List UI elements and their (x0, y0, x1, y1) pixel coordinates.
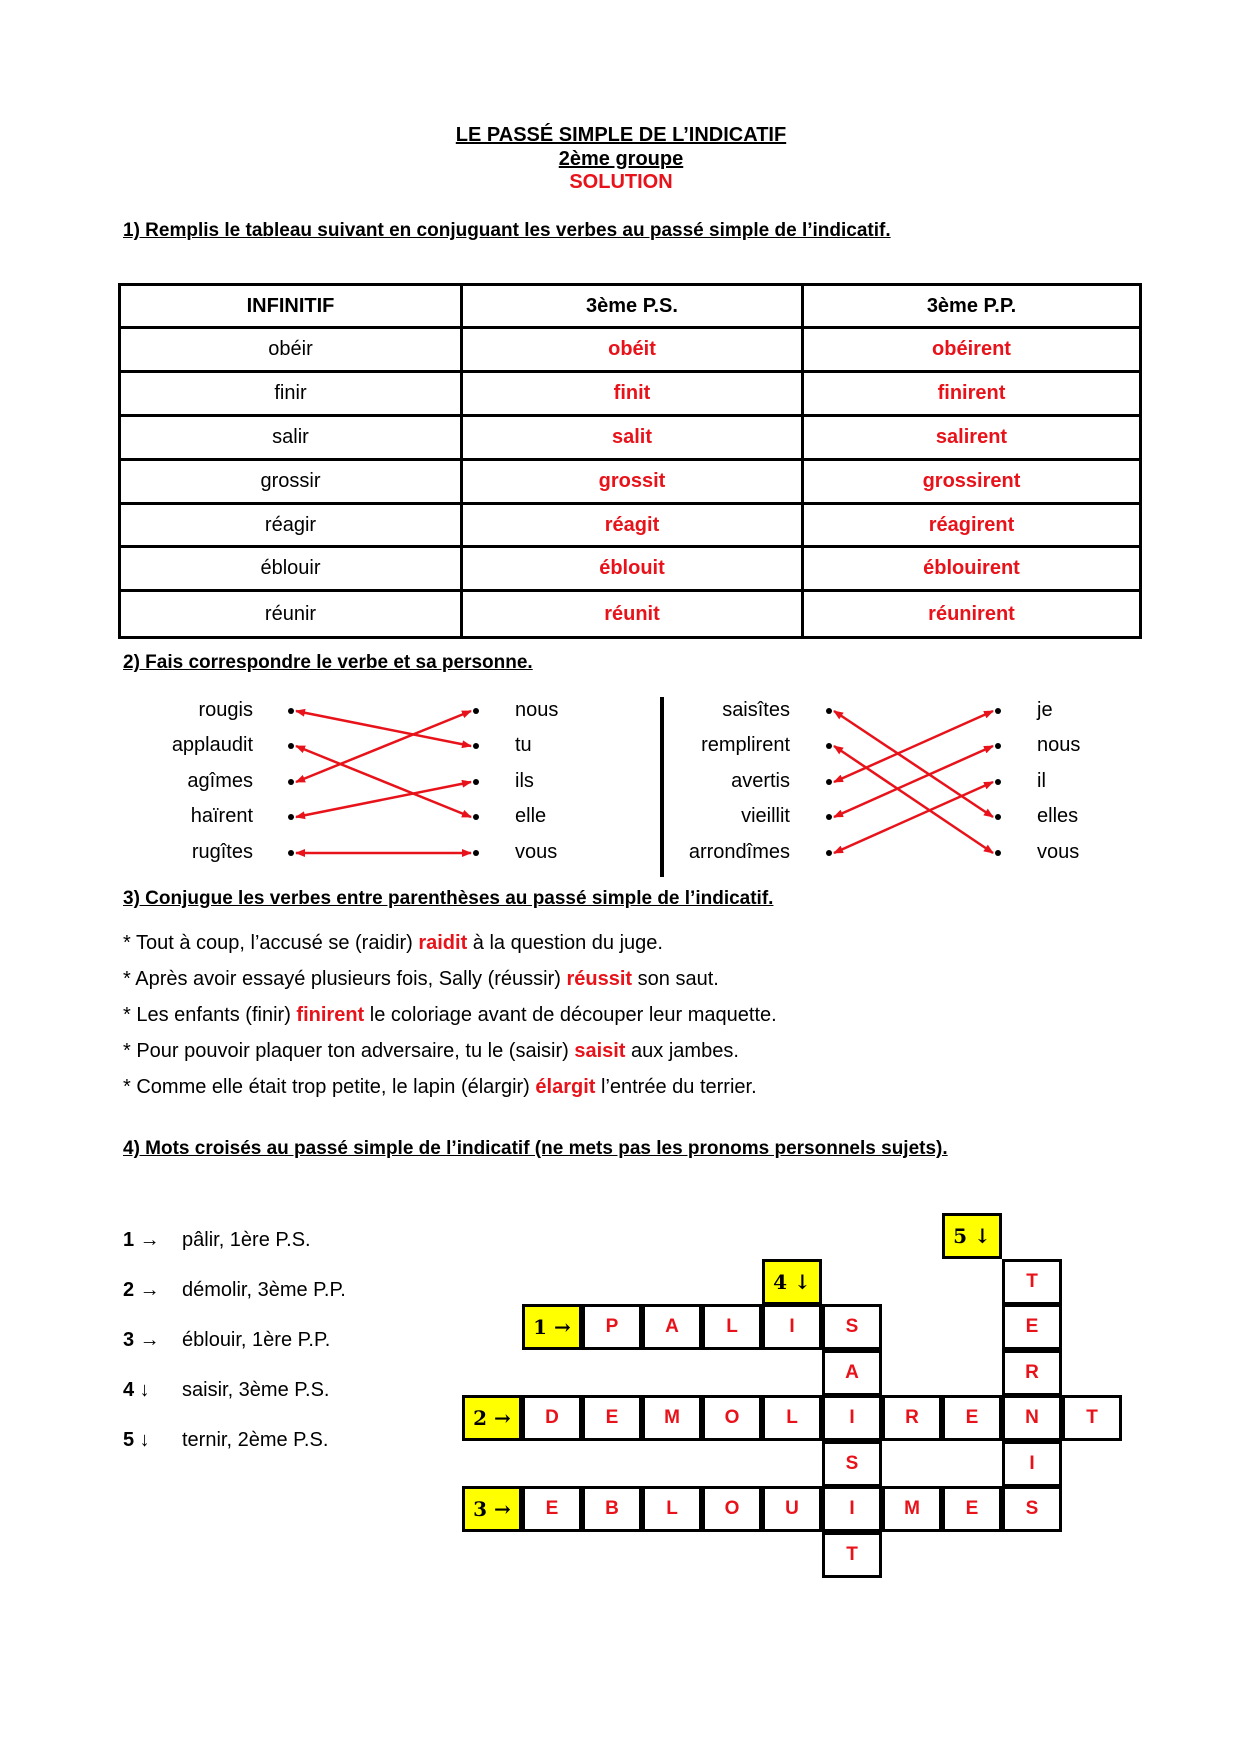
verb-label: vieillit (741, 805, 790, 827)
person-label: tu (515, 734, 532, 756)
verb-label: haïrent (190, 805, 253, 827)
answer-cell: grossirent (801, 461, 1139, 502)
clue-number-cell: 2 → (462, 1395, 522, 1441)
sentence-after: le coloriage avant de découper leur maquette. (364, 1004, 777, 1026)
infinitive-cell: réagir (264, 513, 317, 536)
clue-text: éblouir, 1ère P.P. (182, 1329, 331, 1351)
sentence-after: l’entrée du terrier. (595, 1076, 757, 1098)
sentence (123, 968, 719, 991)
match-arrow (834, 746, 993, 853)
letter-cell[interactable]: E (1002, 1304, 1062, 1350)
match-arrow (296, 782, 471, 817)
letter-cell[interactable]: P (582, 1304, 642, 1350)
letter-cell[interactable]: R (1002, 1350, 1062, 1396)
sentence-after: aux jambes. (625, 1040, 739, 1062)
verb-label: arrondîmes (688, 841, 790, 863)
clue-number-cell: 5 ↓ (942, 1213, 1002, 1259)
infinitive-cell: finir (274, 382, 307, 404)
exercise1-heading: 1) Remplis le tableau suivant en conjuguant les verbes au passé simple de l’indicatif. (123, 220, 891, 241)
letter-cell[interactable]: B (582, 1486, 642, 1532)
person-label: nous (515, 699, 559, 721)
letter-cell[interactable]: N (1002, 1395, 1062, 1441)
letter-cell[interactable]: M (882, 1486, 942, 1532)
clue-number: 1 → (123, 1229, 160, 1251)
letter-cell[interactable]: I (822, 1486, 882, 1532)
verb-label: saisîtes (722, 699, 790, 721)
letter-cell[interactable]: O (702, 1395, 762, 1441)
person-label: vous (1037, 841, 1080, 863)
column-header: 3ème P.S. (460, 286, 801, 326)
sentence (123, 1004, 777, 1027)
column-header: INFINITIF (246, 294, 335, 317)
letter-cell[interactable]: E (942, 1395, 1002, 1441)
match-arrow (296, 711, 471, 746)
verb-label: applaudit (171, 734, 253, 756)
answer-cell: obéit (460, 329, 801, 370)
infinitive-cell: éblouir (260, 557, 321, 579)
sentence-answer: raidit (418, 932, 468, 954)
person-label: il (1037, 770, 1046, 792)
match-arrow (834, 711, 993, 782)
letter-cell[interactable]: U (762, 1486, 822, 1532)
answer-cell: finirent (801, 373, 1139, 414)
sentence-answer: saisit (574, 1040, 626, 1062)
clue-number: 4 ↓ (123, 1379, 150, 1401)
person-label: je (1037, 699, 1053, 721)
sentence (123, 1040, 739, 1063)
page-title: LE PASSÉ SIMPLE DE L’INDICATIF (455, 124, 787, 146)
letter-cell[interactable]: E (522, 1486, 582, 1532)
answer-cell: salit (460, 417, 801, 458)
exercise4-heading: 4) Mots croisés au passé simple de l’indicatif (ne mets pas les pronoms personnels sujets). (123, 1138, 948, 1159)
page-subtitle: 2ème groupe (558, 148, 684, 170)
clue-number: 5 ↓ (123, 1429, 150, 1451)
letter-cell[interactable]: S (822, 1304, 882, 1350)
answer-cell: salirent (801, 417, 1139, 458)
clue-text: ternir, 2ème P.S. (182, 1429, 329, 1451)
sentence (123, 1076, 757, 1099)
answer-cell: éblouirent (801, 548, 1139, 589)
clue-number-cell: 3 → (462, 1486, 522, 1532)
sentence-after: à la question du juge. (467, 932, 663, 954)
infinitive-cell: salir (272, 426, 309, 448)
letter-cell[interactable]: I (1002, 1441, 1062, 1487)
verb-label: agîmes (187, 770, 253, 792)
letter-cell[interactable]: E (582, 1395, 642, 1441)
clue-text: saisir, 3ème P.S. (182, 1379, 330, 1401)
letter-cell[interactable]: T (822, 1532, 882, 1578)
sentence-before: * Les enfants (finir) (123, 1004, 297, 1026)
clue-number-cell: 4 ↓ (762, 1259, 822, 1305)
person-label: elle (515, 805, 547, 827)
letter-cell[interactable]: I (822, 1395, 882, 1441)
letter-cell[interactable]: D (522, 1395, 582, 1441)
clue-number: 3 → (123, 1329, 160, 1351)
clue-text: démolir, 3ème P.P. (182, 1279, 346, 1301)
exercise3-heading: 3) Conjugue les verbes entre parenthèses au passé simple de l’indicatif. (123, 888, 774, 909)
match-arrow (296, 711, 471, 782)
sentence-answer: élargit (535, 1076, 596, 1098)
sentence-before: * Après avoir essayé plusieurs fois, Sally (réussir) (123, 968, 567, 990)
infinitive-cell: obéir (268, 338, 313, 360)
verb-label: rugîtes (191, 841, 253, 863)
person-label: vous (515, 841, 558, 863)
match-arrow (834, 782, 993, 853)
match-arrow (296, 746, 471, 817)
letter-cell[interactable]: S (1002, 1486, 1062, 1532)
infinitive-cell: grossir (260, 470, 321, 492)
letter-cell[interactable]: L (642, 1486, 702, 1532)
column-header: 3ème P.P. (801, 286, 1139, 326)
match-arrow (834, 746, 993, 817)
verb-label: remplirent (701, 734, 790, 756)
letter-cell[interactable]: M (642, 1395, 702, 1441)
sentence-answer: finirent (296, 1004, 365, 1026)
letter-cell[interactable]: I (762, 1304, 822, 1350)
letter-cell[interactable]: O (702, 1486, 762, 1532)
letter-cell[interactable]: R (882, 1395, 942, 1441)
answer-cell: réunit (460, 592, 801, 636)
letter-cell[interactable]: T (1002, 1259, 1062, 1305)
letter-cell[interactable]: E (942, 1486, 1002, 1532)
letter-cell[interactable]: A (642, 1304, 702, 1350)
letter-cell[interactable]: A (822, 1350, 882, 1396)
sentence-before: * Pour pouvoir plaquer ton adversaire, tu le (saisir) (123, 1040, 575, 1062)
answer-cell: réunirent (801, 592, 1139, 636)
person-label: ils (515, 770, 534, 792)
answer-cell: réagirent (801, 505, 1139, 545)
letter-cell[interactable]: L (762, 1395, 822, 1441)
letter-cell[interactable]: L (702, 1304, 762, 1350)
clue-number-cell: 1 → (522, 1304, 582, 1350)
answer-cell: finit (460, 373, 801, 414)
sentence-before: * Comme elle était trop petite, le lapin (élargir) (123, 1076, 536, 1098)
sentence-before: * Tout à coup, l’accusé se (raidir) (123, 932, 419, 954)
answer-cell: obéirent (801, 329, 1139, 370)
clue-number: 2 → (123, 1279, 160, 1301)
sentence-after: son saut. (632, 968, 719, 990)
person-label: nous (1037, 734, 1081, 756)
clue-text: pâlir, 1ère P.S. (182, 1229, 311, 1251)
solution-label: SOLUTION (569, 171, 673, 193)
verb-label: rougis (198, 699, 253, 721)
exercise2-heading: 2) Fais correspondre le verbe et sa personne. (123, 652, 533, 673)
person-label: elles (1037, 805, 1079, 827)
match-arrow (834, 711, 993, 817)
letter-cell[interactable]: T (1062, 1395, 1122, 1441)
sentence (123, 932, 663, 955)
answer-cell: éblouit (460, 548, 801, 589)
answer-cell: grossit (460, 461, 801, 502)
letter-cell[interactable]: S (822, 1441, 882, 1487)
answer-cell: réagit (460, 505, 801, 545)
infinitive-cell: réunir (264, 602, 317, 625)
verb-label: avertis (731, 770, 790, 792)
sentence-answer: réussit (566, 968, 633, 990)
